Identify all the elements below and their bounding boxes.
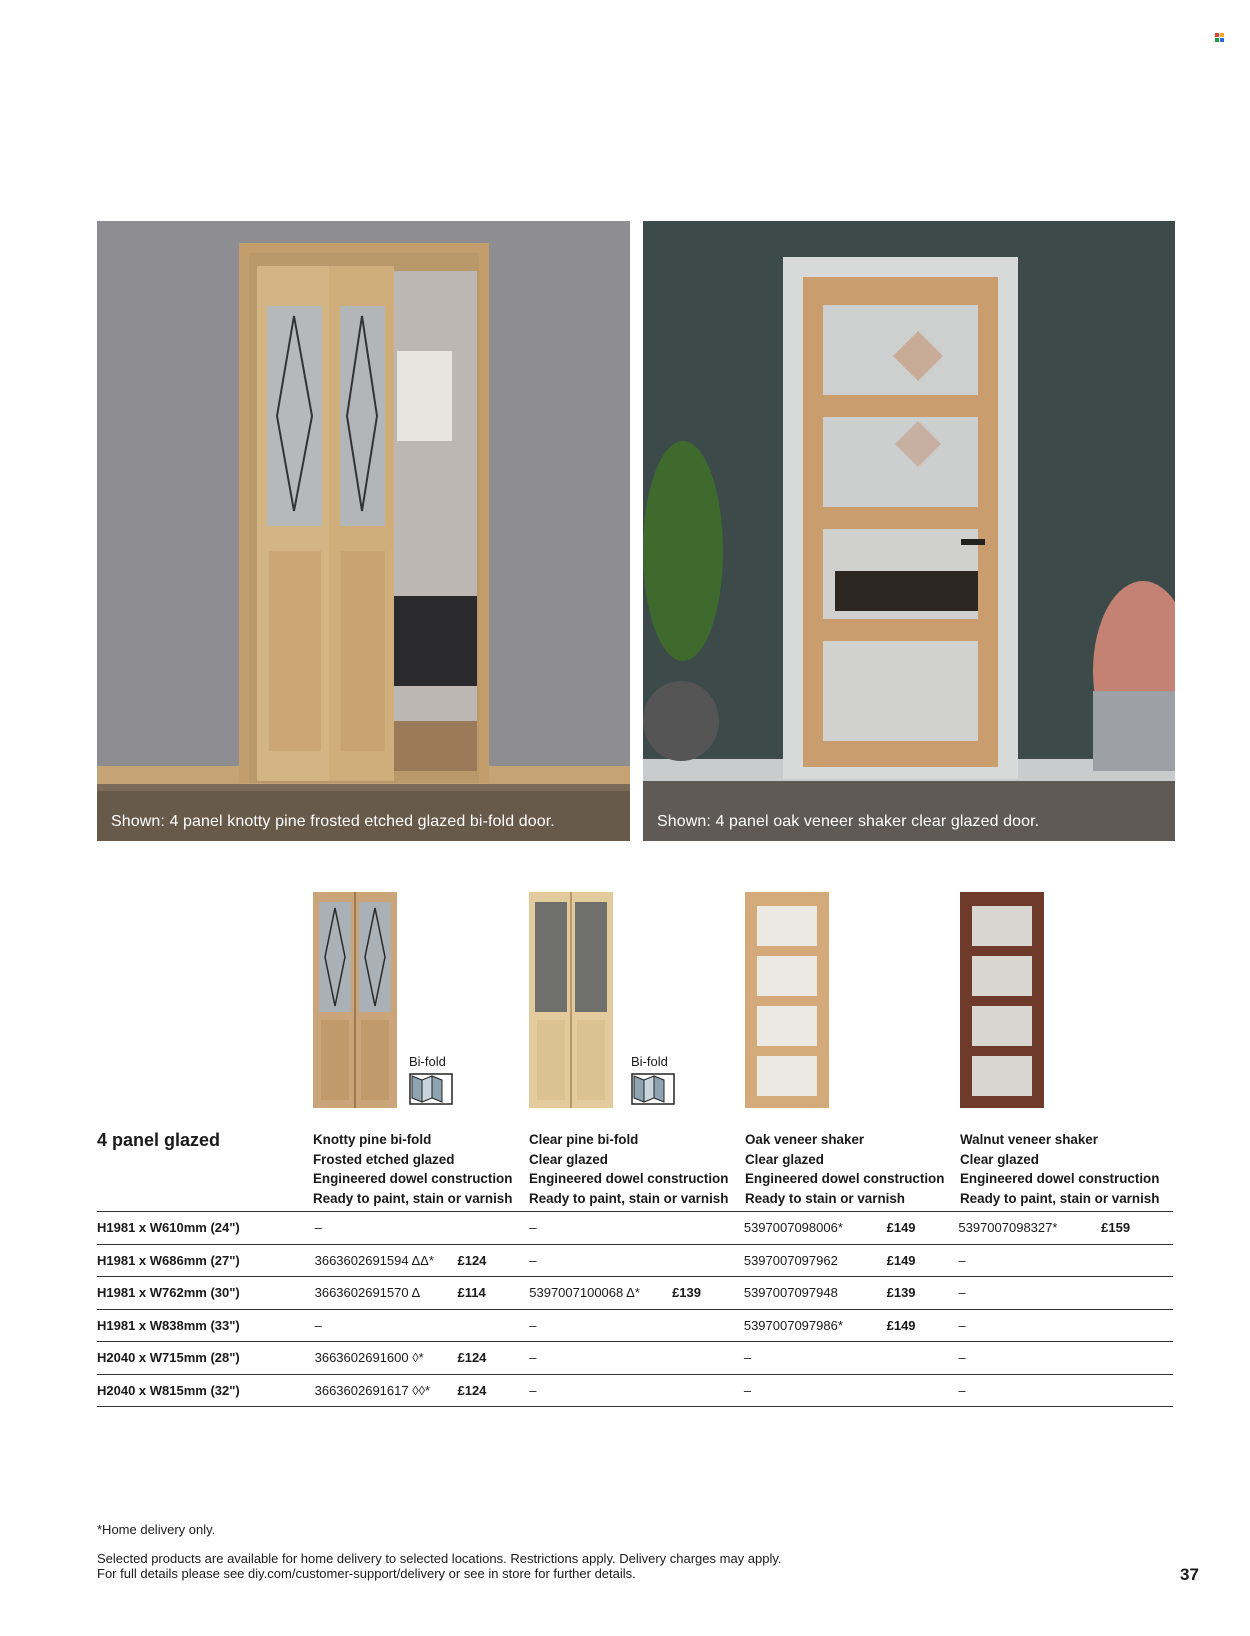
table-row [97,1342,1173,1375]
product-code: 5397007097962 [744,1244,887,1277]
product-finish: Clear glazed [745,1151,824,1167]
price: £114 [457,1277,529,1310]
knotty-pine-bifold-image [313,892,397,1108]
product-code: – [315,1309,458,1342]
price: £149 [887,1212,959,1245]
price [887,1374,959,1407]
product-finish: Clear glazed [960,1151,1039,1167]
product-finish: Frosted etched glazed [313,1151,455,1167]
table-row [97,1277,1173,1310]
oak-veneer-shaker-image [745,892,829,1108]
price: £139 [672,1277,744,1310]
product-description-oak [745,1130,955,1208]
clear-pine-bifold-image [529,892,613,1108]
product-code: – [958,1244,1101,1277]
product-code: – [744,1374,887,1407]
product-construction: Engineered dowel construction [960,1171,1160,1187]
price [1101,1244,1173,1277]
size-cell: H1981 x W762mm (30") [97,1277,315,1310]
price [1101,1374,1173,1407]
product-ready: Ready to paint, stain or varnish [529,1190,729,1206]
product-ready: Ready to stain or varnish [745,1190,905,1206]
delivery-note-line: Selected products are available for home delivery to selected locations. Restrictions apply. Delivery charges may apply. [97,1551,782,1566]
product-description-clear-pine [529,1130,739,1208]
product-code: 5397007100068 Δ* [529,1277,672,1310]
price: £149 [887,1244,959,1277]
product-name: Clear pine bi-fold [529,1132,639,1147]
product-code: – [529,1374,672,1407]
bifold-icon [409,1073,453,1105]
price: £159 [1101,1212,1173,1245]
bifold-badge [409,1054,453,1110]
product-finish: Clear glazed [529,1151,608,1167]
table-row [97,1244,1173,1277]
page-number: 37 [1180,1565,1199,1584]
product-code: – [958,1342,1101,1375]
bifold-label: Bi-fold [631,1054,668,1069]
product-ready: Ready to paint, stain or varnish [960,1190,1160,1206]
price [457,1212,529,1245]
bifold-icon [631,1073,675,1105]
price [672,1244,744,1277]
product-code: 5397007098327* [958,1212,1101,1245]
product-code: 3663602691570 Δ [315,1277,458,1310]
delivery-note-line: For full details please see diy.com/customer-support/delivery or see in store for further details. [97,1566,636,1581]
price: £149 [887,1309,959,1342]
product-name: Knotty pine bi-fold [313,1132,432,1147]
size-cell: H1981 x W838mm (33") [97,1309,315,1342]
product-construction: Engineered dowel construction [529,1171,729,1187]
price [672,1374,744,1407]
product-code: 5397007098006* [744,1212,887,1245]
product-code: – [315,1212,458,1245]
price: £139 [887,1277,959,1310]
product-code: – [529,1212,672,1245]
oak-shaker-door-photo [643,221,1175,841]
size-cell: H1981 x W610mm (24") [97,1212,315,1245]
product-code: – [529,1309,672,1342]
price [672,1309,744,1342]
photo-caption-left: Shown: 4 panel knotty pine frosted etched glazed bi-fold door. [111,813,555,830]
product-code: 3663602691617 ◊◊* [315,1374,458,1407]
product-code: 5397007097948 [744,1277,887,1310]
price [672,1212,744,1245]
size-price-table [97,1211,1173,1407]
price [1101,1309,1173,1342]
price [887,1342,959,1375]
product-code: – [958,1374,1101,1407]
product-name: Walnut veneer shaker [960,1132,1098,1147]
product-code: – [958,1309,1101,1342]
price [457,1309,529,1342]
brand-logo [1215,33,1224,42]
bifold-badge [631,1054,675,1110]
product-code: – [529,1342,672,1375]
size-cell: H2040 x W715mm (28") [97,1342,315,1375]
photo-caption-right: Shown: 4 panel oak veneer shaker clear glazed door. [657,813,1040,830]
product-name: Oak veneer shaker [745,1132,865,1147]
product-code: 3663602691594 ΔΔ* [315,1244,458,1277]
section-title: 4 panel glazed [97,1130,221,1150]
product-ready: Ready to paint, stain or varnish [313,1190,513,1206]
product-description-knotty-pine [313,1130,523,1208]
size-cell: H2040 x W815mm (32") [97,1374,315,1407]
product-description-walnut [960,1130,1170,1208]
price: £124 [457,1342,529,1375]
table-row [97,1212,1173,1245]
product-construction: Engineered dowel construction [313,1171,513,1187]
price: £124 [457,1374,529,1407]
table-row [97,1374,1173,1407]
price [672,1342,744,1375]
product-code: 3663602691600 ◊* [315,1342,458,1375]
bifold-door-photo [97,221,630,841]
product-construction: Engineered dowel construction [745,1171,945,1187]
table-row [97,1309,1173,1342]
product-code: 5397007097986* [744,1309,887,1342]
product-code: – [529,1244,672,1277]
price: £124 [457,1244,529,1277]
footnote: *Home delivery only. [97,1522,216,1537]
price [1101,1277,1173,1310]
product-code: – [958,1277,1101,1310]
price [1101,1342,1173,1375]
size-cell: H1981 x W686mm (27") [97,1244,315,1277]
walnut-veneer-shaker-image [960,892,1044,1108]
product-code: – [744,1342,887,1375]
bifold-label: Bi-fold [409,1054,446,1069]
